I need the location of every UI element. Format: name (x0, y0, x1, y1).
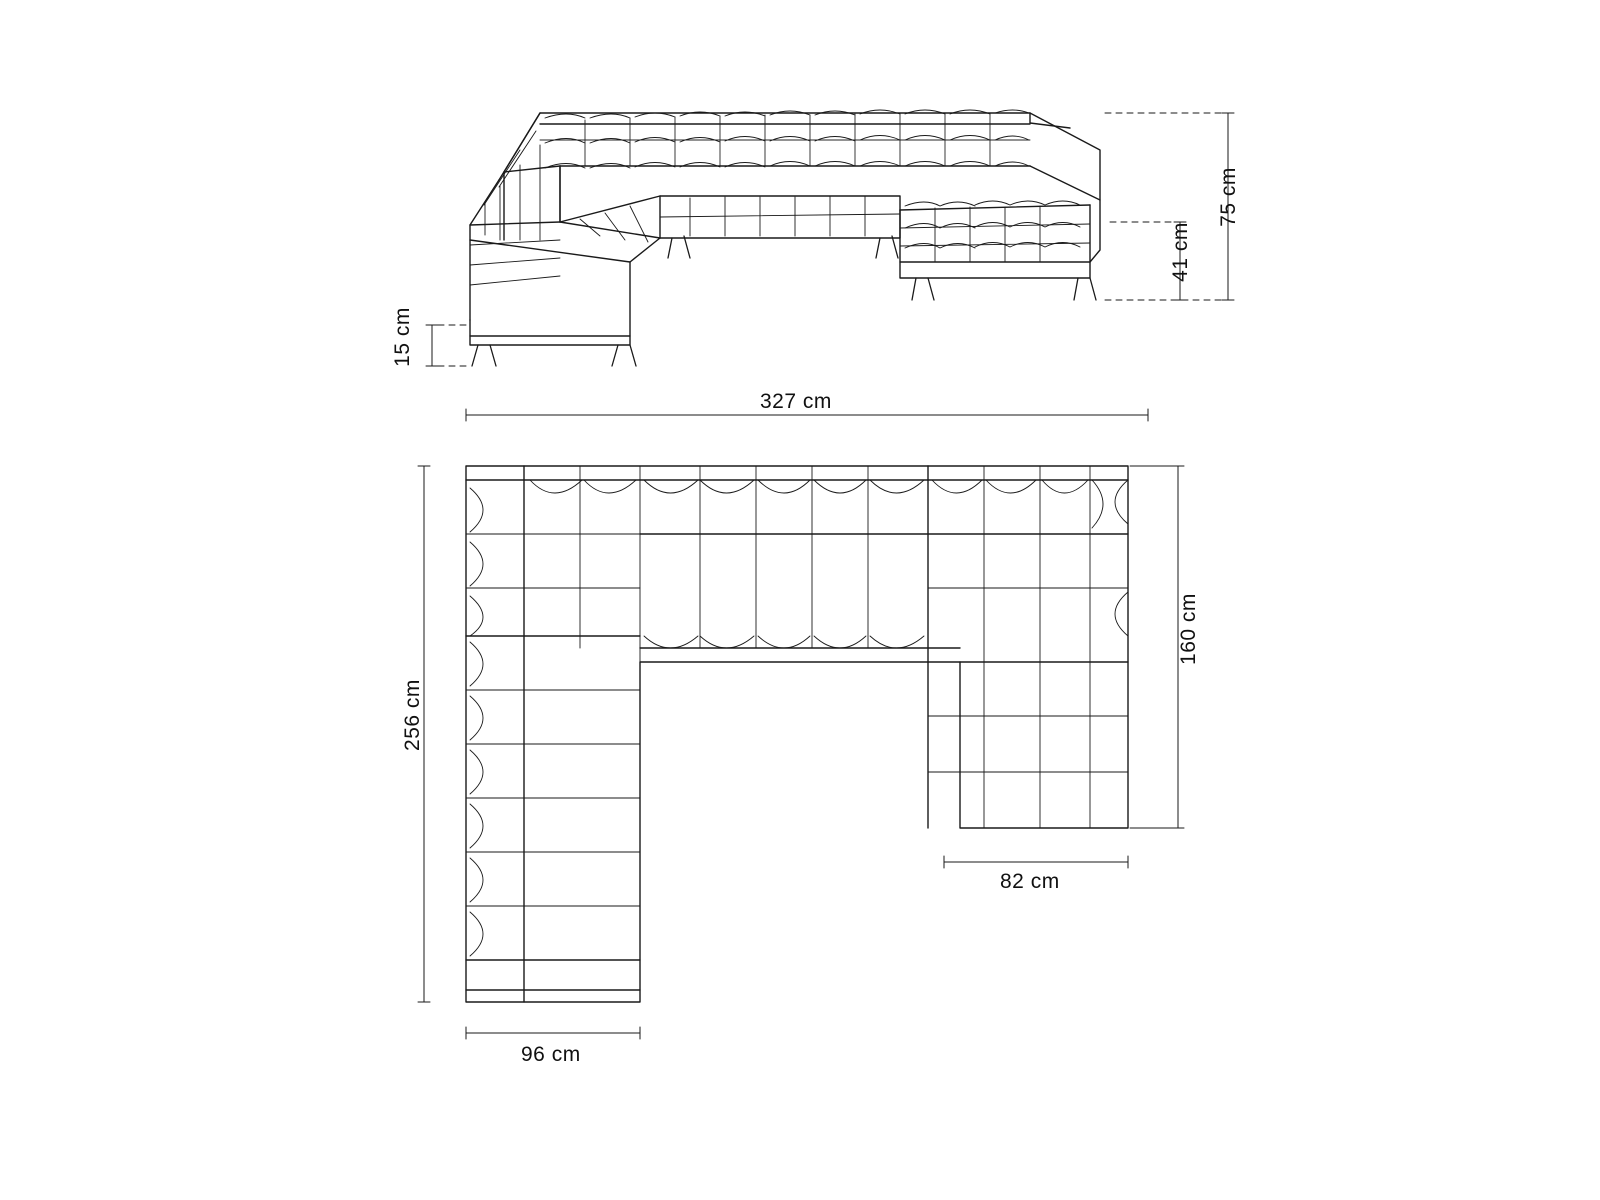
chaise-tufting (900, 201, 1090, 262)
sofa-perspective-outline (470, 113, 1100, 345)
dimension-lines-front-view (426, 113, 1234, 421)
backrest-tufting-seams (540, 113, 1030, 166)
dimension-label-width-right: 82 cm (1000, 870, 1060, 893)
dimension-lines-plan-view (418, 466, 1184, 1039)
dimension-label-height-legs: 15 cm (391, 307, 414, 367)
dimension-label-width-total: 327 cm (760, 390, 832, 413)
dimension-label-height-seat: 41 cm (1169, 222, 1192, 282)
dimension-label-width-left: 96 cm (521, 1043, 581, 1066)
dimension-label-depth-right: 160 cm (1177, 593, 1200, 665)
backrest-tufting-bubbles (545, 110, 1029, 168)
sofa-plan-outline (466, 466, 1128, 1002)
dimension-label-depth-total: 256 cm (401, 679, 424, 751)
dimension-label-height-total: 75 cm (1217, 167, 1240, 227)
seat-tufting-grid (580, 196, 900, 242)
sofa-legs-front-view (472, 236, 1096, 366)
